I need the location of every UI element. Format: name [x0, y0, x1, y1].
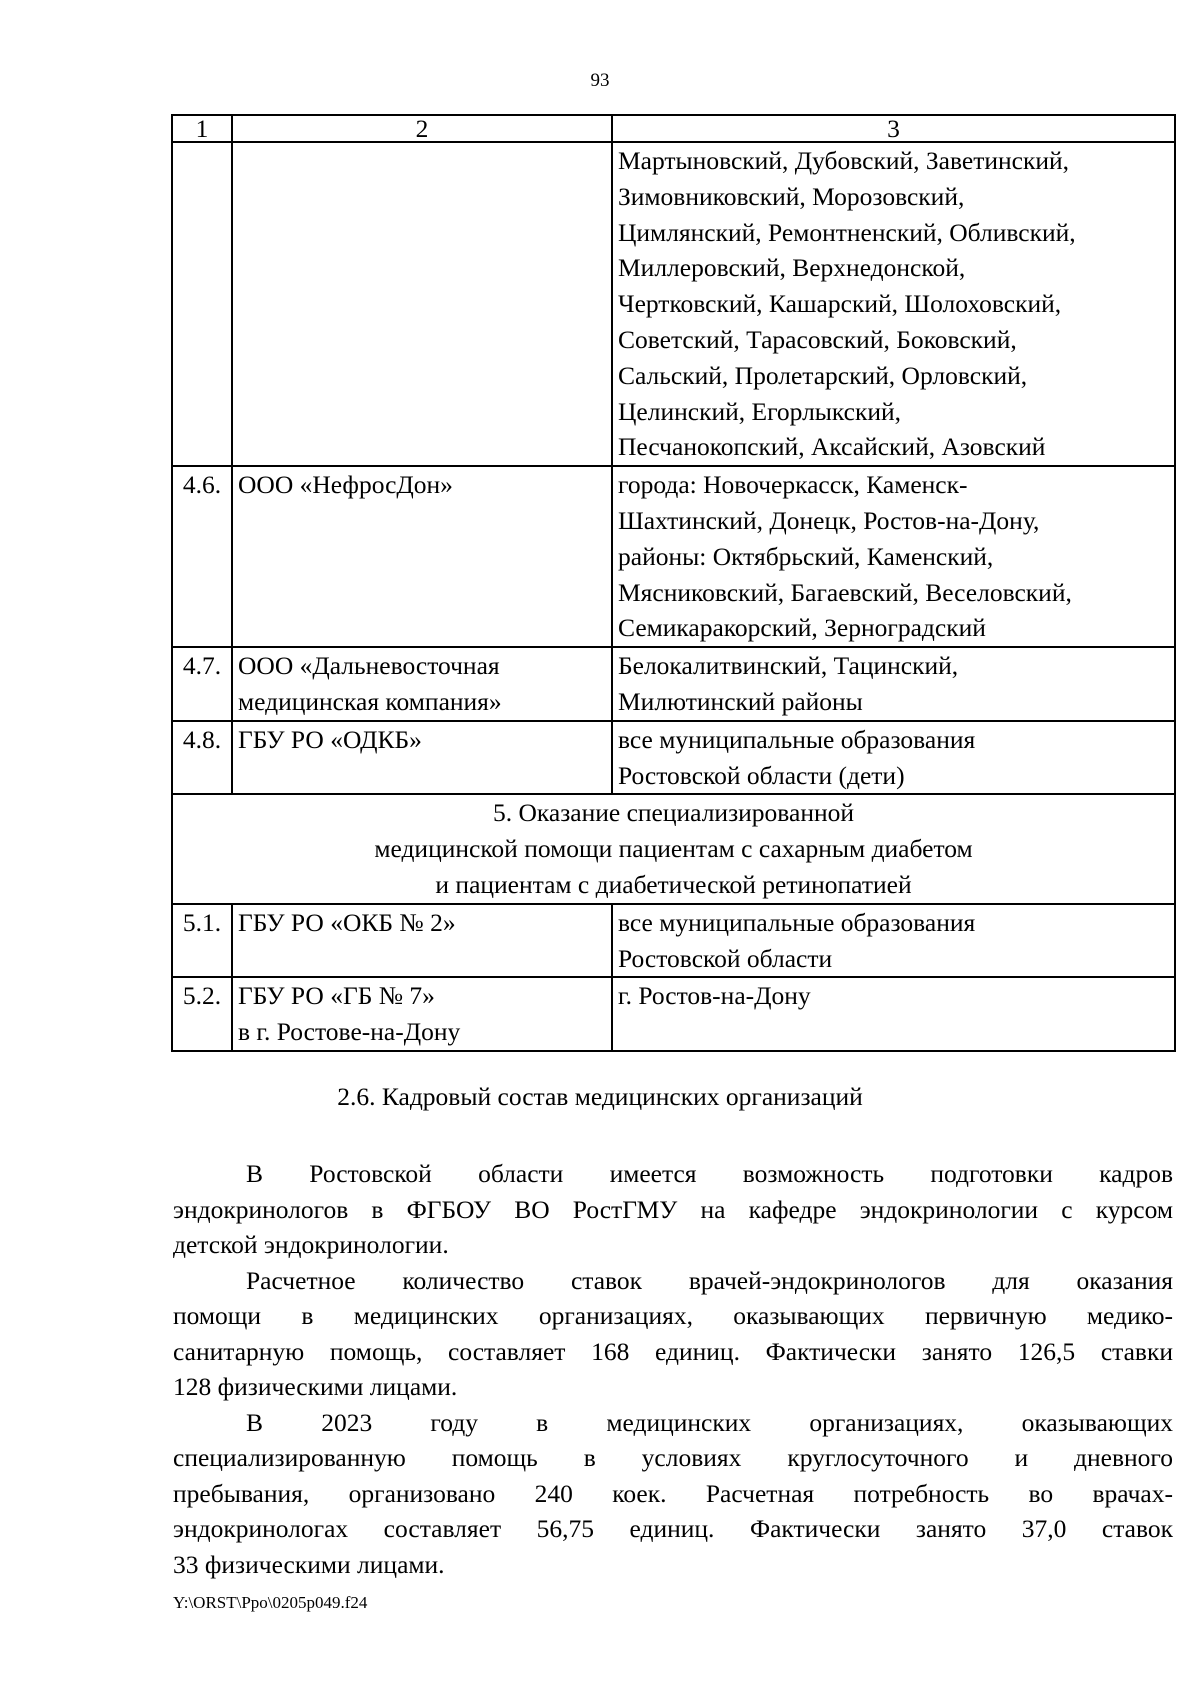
paragraph-line: помощи в медицинских организациях, оказывающих первичную медико- — [173, 1301, 1173, 1330]
table-row-4-6 — [172, 466, 1175, 647]
table-section-5-row — [172, 794, 1175, 903]
table-row-continuation — [172, 142, 1175, 466]
row-organization — [232, 142, 612, 466]
area-line: все муниципальные образования — [618, 907, 976, 937]
row-number — [172, 142, 232, 466]
area-line: Шахтинский, Донецк, Ростов-на-Дону, — [618, 505, 1040, 535]
area-line: г. Ростов-на-Дону — [618, 981, 811, 1011]
row-organization — [232, 721, 612, 795]
area-line: районы: Октябрьский, Каменский, — [618, 541, 994, 571]
row-areas — [612, 142, 1175, 466]
section-subheading: 2.6. Кадровый состав медицинских организаций — [337, 1082, 863, 1111]
paragraph-line: пребывания, организовано 240 коек. Расчетная потребность во врачах- — [173, 1478, 1173, 1508]
area-line: Мясниковский, Багаевский, Веселовский, — [618, 577, 1072, 607]
file-path-footer: Y:\ORST\Ppo\0205p049.f24 — [173, 1593, 368, 1612]
page-number: 93 — [590, 70, 610, 91]
area-line: Советский, Тарасовский, Боковский, — [618, 324, 1017, 354]
row-number: 4.6. — [172, 466, 232, 647]
section-heading — [172, 794, 1175, 903]
row-areas — [612, 647, 1175, 721]
row-number: 4.8. — [172, 721, 232, 795]
paragraph-line: Расчетное количество ставок врачей-эндокринологов для оказания — [246, 1265, 1173, 1295]
area-line: Ростовской области (дети) — [618, 760, 905, 790]
org-line: ГБУ РО «ОДКБ» — [238, 724, 422, 754]
area-line: Миллеровский, Верхнедонской, — [618, 253, 966, 283]
paragraph — [173, 1263, 1173, 1405]
org-line: медицинская компания» — [238, 686, 502, 716]
area-line: Цимлянский, Ремонтненский, Обливский, — [618, 217, 1076, 247]
org-line: ООО «Дальневосточная — [238, 651, 500, 681]
area-line: Зимовниковский, Морозовский, — [618, 181, 965, 211]
row-number: 5.2. — [172, 977, 232, 1051]
area-line: Белокалитвинский, Тацинский, — [618, 651, 959, 681]
area-line: Чертковский, Кашарский, Шолоховский, — [618, 289, 1062, 319]
area-line: Мартыновский, Дубовский, Заветинский, — [618, 146, 1070, 175]
header-col-1: 1 — [172, 115, 232, 142]
table-row-5-2 — [172, 977, 1175, 1051]
row-number: 4.7. — [172, 647, 232, 721]
paragraph-line: эндокринологов в ФГБОУ ВО РостГМУ на кафедре эндокринологии с курсом — [173, 1194, 1173, 1224]
area-line: Милютинский районы — [618, 686, 863, 716]
paragraph-line: 128 физическими лицами. — [173, 1372, 458, 1401]
table-header-row — [172, 115, 1175, 142]
paragraph-line: санитарную помощь, составляет 168 единиц. Фактически занято 126,5 ставки — [173, 1336, 1173, 1366]
paragraph-line: 33 физическими лицами. — [173, 1549, 445, 1579]
table-row-4-7 — [172, 647, 1175, 721]
paragraph-line: специализированную помощь в условиях круглосуточного и дневного — [173, 1443, 1173, 1472]
body-text — [173, 1156, 1173, 1582]
org-line: ГБУ РО «ГБ № 7» — [238, 981, 435, 1011]
table-row-5-1 — [172, 904, 1175, 978]
paragraph — [173, 1405, 1173, 1583]
row-number: 5.1. — [172, 904, 232, 978]
row-organization — [232, 977, 612, 1051]
paragraph — [173, 1156, 1173, 1263]
row-areas — [612, 904, 1175, 978]
row-organization — [232, 647, 612, 721]
section-line: и пациентам с диабетической ретинопатией — [435, 869, 912, 899]
area-line: Сальский, Пролетарский, Орловский, — [618, 360, 1028, 390]
area-line: Песчанокопский, Аксайский, Азовский — [618, 432, 1046, 462]
row-areas — [612, 977, 1175, 1051]
row-organization — [232, 466, 612, 647]
area-line: Целинский, Егорлыкский, — [618, 396, 902, 426]
header-col-2: 2 — [232, 115, 612, 142]
paragraph-line: эндокринологах составляет 56,75 единиц. Фактически занято 37,0 ставок — [173, 1514, 1173, 1543]
row-areas — [612, 466, 1175, 647]
organizations-table — [171, 114, 1176, 1052]
row-organization — [232, 904, 612, 978]
area-line: города: Новочеркасск, Каменск- — [618, 470, 968, 500]
org-line: в г. Ростове-на-Дону — [238, 1017, 461, 1047]
paragraph-line: детской эндокринологии. — [173, 1230, 449, 1259]
section-line: 5. Оказание специализированной — [492, 798, 855, 828]
area-line: Ростовской области — [618, 943, 833, 973]
paragraph-line: В Ростовской области имеется возможность подготовки кадров — [246, 1159, 1173, 1188]
table-row-4-8 — [172, 721, 1175, 795]
org-line: ГБУ РО «ОКБ № 2» — [238, 907, 456, 937]
row-areas — [612, 721, 1175, 795]
area-line: Семикаракорский, Зерноградский — [618, 613, 986, 643]
paragraph-line: В 2023 году в медицинских организациях, оказывающих — [246, 1407, 1173, 1437]
area-line: все муниципальные образования — [618, 724, 976, 754]
org-line: ООО «НефросДон» — [238, 470, 453, 500]
header-col-3: 3 — [612, 115, 1175, 142]
section-line: медицинской помощи пациентам с сахарным диабетом — [374, 834, 973, 864]
